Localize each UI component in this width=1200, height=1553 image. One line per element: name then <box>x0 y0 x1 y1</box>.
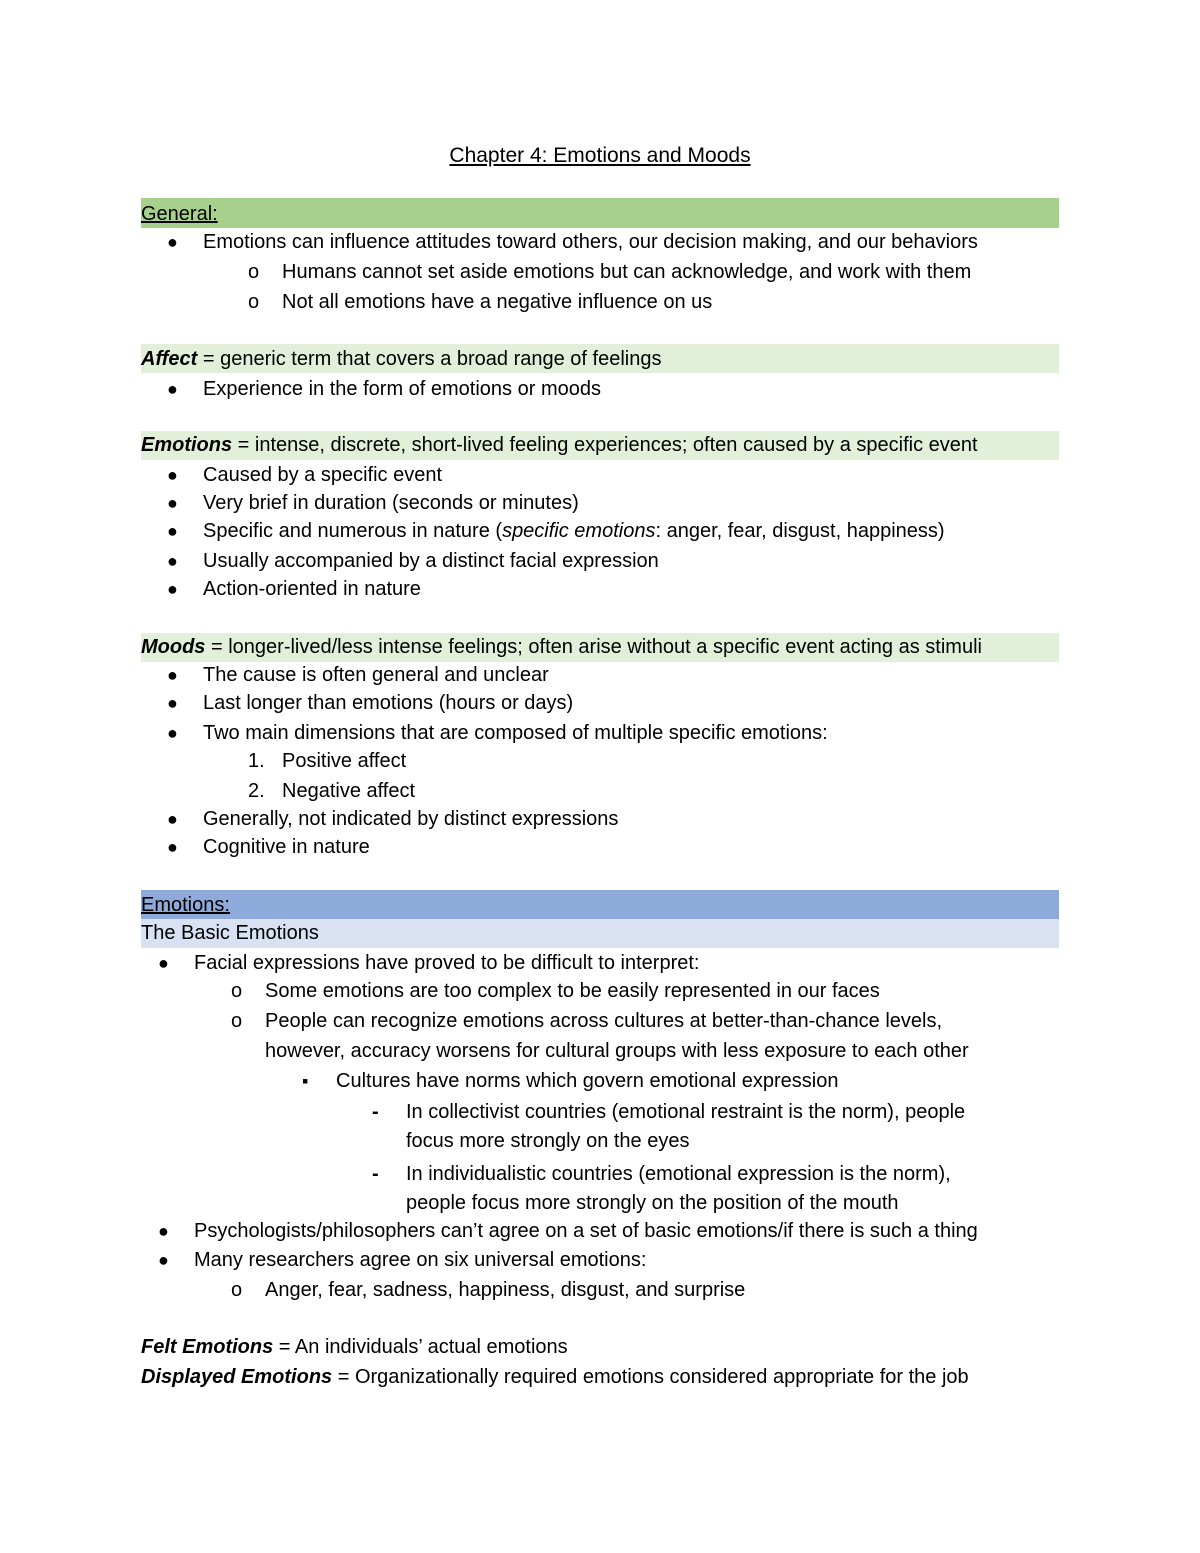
moods-bullet-3: Two main dimensions that are composed of multiple specific emotions: <box>203 722 828 744</box>
emotions-definition <box>0 431 1200 459</box>
affect-definition-body: = generic term that covers a broad range of feelings <box>197 348 662 370</box>
list-item <box>0 747 1200 775</box>
list-item <box>0 575 1200 603</box>
list-item <box>0 719 1200 747</box>
list-item <box>0 949 1200 977</box>
list-item <box>0 805 1200 833</box>
basic-bullet-3: Many researchers agree on six universal emotions: <box>194 1249 647 1271</box>
moods-bullet-5: Cognitive in nature <box>203 836 370 858</box>
basic-emotions-subheading-line <box>0 919 1200 947</box>
moods-definition <box>0 633 1200 661</box>
basic-sub-1: Some emotions are too complex to be easily represented in our faces <box>265 980 880 1002</box>
bullet-marker: ● <box>167 493 178 513</box>
displayed-emotions-definition <box>0 1363 1200 1391</box>
number-marker: 1. <box>248 750 265 772</box>
bullet-marker: ● <box>167 809 178 829</box>
moods-bullet-2: Last longer than emotions (hours or days) <box>203 692 574 714</box>
emotions-bullet-3 <box>203 517 945 545</box>
general-sub-2: Not all emotions have a negative influence on us <box>282 291 713 313</box>
general-sub-1: Humans cannot set aside emotions but can acknowledge, and work with them <box>282 261 972 283</box>
bullet-marker: ● <box>167 837 178 857</box>
circle-marker: o <box>231 980 243 1002</box>
emotions-bullet-3-start: Specific and numerous in nature ( <box>203 520 503 542</box>
emotions-term: Emotions <box>141 434 233 456</box>
basic-sub-3: Anger, fear, sadness, happiness, disgust, and surprise <box>265 1279 746 1301</box>
list-item <box>0 517 1200 545</box>
moods-definition-text <box>141 633 982 661</box>
affect-definition-text <box>141 345 661 373</box>
moods-numbered-2: Negative affect <box>282 780 416 802</box>
list-item-continuation <box>0 1037 1200 1065</box>
moods-definition-body: = longer-lived/less intense feelings; often arise without a specific event acting as stimuli <box>205 636 982 658</box>
moods-bullet-1: The cause is often general and unclear <box>203 664 549 686</box>
general-heading-line <box>0 200 1200 228</box>
list-item <box>0 228 1200 256</box>
list-item <box>0 547 1200 575</box>
list-item <box>0 777 1200 805</box>
displayed-emotions-body: = Organizationally required emotions considered appropriate for the job <box>332 1366 969 1388</box>
moods-numbered-1: Positive affect <box>282 750 407 772</box>
dash-marker: - <box>372 1163 379 1185</box>
bullet-marker: ● <box>158 1250 169 1270</box>
displayed-emotions-text <box>141 1363 969 1391</box>
list-item <box>0 1276 1200 1304</box>
list-item <box>0 461 1200 489</box>
emotions-bullet-3-italic: specific emotions <box>502 520 656 542</box>
general-bullet-1: Emotions can influence attitudes toward others, our decision making, and our behaviors <box>203 231 978 253</box>
list-item <box>0 977 1200 1005</box>
emotions-heading: Emotions: <box>141 894 230 916</box>
felt-emotions-term: Felt Emotions <box>141 1336 274 1358</box>
bullet-marker: ● <box>167 521 178 541</box>
bullet-marker: ● <box>167 723 178 743</box>
list-item <box>0 689 1200 717</box>
affect-term: Affect <box>141 348 198 370</box>
felt-emotions-body: = An individuals’ actual emotions <box>273 1336 568 1358</box>
basic-square-1: Cultures have norms which govern emotional expression <box>336 1070 839 1092</box>
emotions-heading-line <box>0 891 1200 919</box>
bullet-marker: ● <box>167 232 178 252</box>
emotions-definition-text <box>141 431 978 459</box>
basic-dash-1-line-1: In collectivist countries (emotional restraint is the norm), people <box>406 1101 966 1123</box>
bullet-marker: ● <box>167 551 178 571</box>
circle-marker: o <box>248 261 260 283</box>
number-marker: 2. <box>248 780 265 802</box>
basic-sub-2-line-2: however, accuracy worsens for cultural groups with less exposure to each other <box>265 1040 969 1062</box>
basic-dash-1-line-2: focus more strongly on the eyes <box>406 1130 690 1152</box>
basic-bullet-1: Facial expressions have proved to be difficult to interpret: <box>194 952 700 974</box>
basic-emotions-subheading: The Basic Emotions <box>141 922 319 944</box>
emotions-definition-body: = intense, discrete, short-lived feeling experiences; often caused by a specific event <box>232 434 978 456</box>
list-item <box>0 1217 1200 1245</box>
list-item <box>0 258 1200 286</box>
list-item <box>0 833 1200 861</box>
general-heading: General: <box>141 203 218 225</box>
basic-sub-2-line-1: People can recognize emotions across cultures at better-than-chance levels, <box>265 1010 943 1032</box>
affect-bullet-1: Experience in the form of emotions or moods <box>203 378 601 400</box>
list-item <box>0 1160 1200 1188</box>
affect-definition <box>0 345 1200 373</box>
square-marker: ▪ <box>302 1071 309 1091</box>
basic-dash-2-line-2: people focus more strongly on the position of the mouth <box>406 1192 899 1214</box>
bullet-marker: ● <box>167 465 178 485</box>
list-item <box>0 1067 1200 1095</box>
emotions-bullet-1: Caused by a specific event <box>203 464 443 486</box>
list-item <box>0 375 1200 403</box>
circle-marker: o <box>231 1279 243 1301</box>
list-item <box>0 1007 1200 1035</box>
moods-bullet-4: Generally, not indicated by distinct expressions <box>203 808 619 830</box>
bullet-marker: ● <box>158 1221 169 1241</box>
list-item <box>0 489 1200 517</box>
emotions-bullet-2: Very brief in duration (seconds or minutes) <box>203 492 579 514</box>
circle-marker: o <box>248 291 260 313</box>
list-item-continuation <box>0 1127 1200 1155</box>
list-item <box>0 1246 1200 1274</box>
felt-emotions-definition <box>0 1333 1200 1361</box>
list-item <box>0 1098 1200 1126</box>
basic-dash-2-line-1: In individualistic countries (emotional expression is the norm), <box>406 1163 951 1185</box>
dash-marker: - <box>372 1101 379 1123</box>
bullet-marker: ● <box>167 579 178 599</box>
list-item <box>0 288 1200 316</box>
list-item-continuation <box>0 1189 1200 1217</box>
displayed-emotions-term: Displayed Emotions <box>141 1366 333 1388</box>
emotions-bullet-5: Action-oriented in nature <box>203 578 421 600</box>
bullet-marker: ● <box>167 665 178 685</box>
felt-emotions-text <box>141 1333 568 1361</box>
circle-marker: o <box>231 1010 243 1032</box>
emotions-bullet-3-end: : anger, fear, disgust, happiness) <box>655 520 945 542</box>
moods-term: Moods <box>141 636 206 658</box>
bullet-marker: ● <box>158 953 169 973</box>
basic-bullet-2: Psychologists/philosophers can’t agree on a set of basic emotions/if there is such a thing <box>194 1220 978 1242</box>
page-title: Chapter 4: Emotions and Moods <box>449 144 751 167</box>
bullet-marker: ● <box>167 693 178 713</box>
list-item <box>0 661 1200 689</box>
emotions-bullet-4: Usually accompanied by a distinct facial expression <box>203 550 659 572</box>
bullet-marker: ● <box>167 379 178 399</box>
